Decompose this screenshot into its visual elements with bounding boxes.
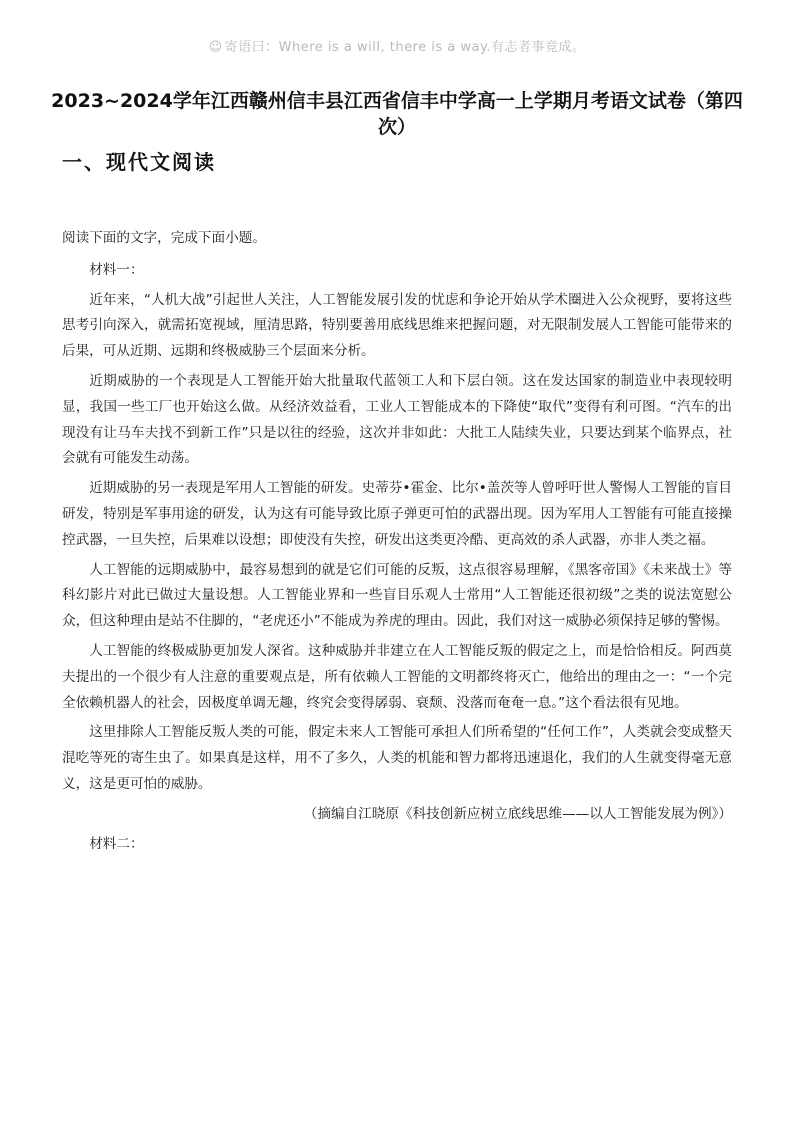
section-heading: 一、现代文阅读	[62, 150, 216, 174]
document-title: 2023~2024学年江西赣州信丰县江西省信丰中学高一上学期月考语文试卷（第四次）	[51, 90, 743, 138]
paragraph: 近年来，“人机大战”引起世人关注，人工智能发展引发的忧虑和争论开始从学术圈进入公众视野，要将这些思考引向深入，就需拓宽视域，厘清思路，特别要善用底线思维来把握问题，对无限制发展人工智能可能带来的后果，可从近期、远期和终极威胁三个层面来分析。	[62, 291, 732, 360]
paragraph: 人工智能的远期威胁中，最容易想到的就是它们可能的反叛，这点很容易理解，《黑客帝国》《未来战士》等科幻影片对此已做过大量设想。人工智能业界和一些盲目乐观人士常用“人工智能还很初级”之类的说法宽慰公众，但这种理由是站不住脚的，“老虎还小”不能成为养虎的理由。因此，我们对这一威胁必须保持足够的警惕。	[62, 561, 732, 630]
source-citation: （摘编自江晓原《科技创新应树立底线思维——以人工智能发展为例》）	[303, 805, 732, 822]
material-label: 材料二：	[89, 835, 144, 852]
paragraph: 这里排除人工智能反叛人类的可能，假定未来人工智能可承担人们所希望的“任何工作”，人类就会变成整天混吃等死的寄生虫了。如果真是这样，用不了多久，人类的机能和智力都将迅速退化，我们的人生就变得毫无意义，这是更可怕的威胁。	[62, 724, 732, 792]
reading-passage	[62, 226, 732, 861]
instruction-text: 阅读下面的文字，完成下面小题。	[62, 230, 266, 246]
paragraph: 人工智能的终极威胁更加发人深省。这种威胁并非建立在人工智能反叛的假定之上，而是恰恰相反。阿西莫夫提出的一个很少有人注意的重要观点是，所有依赖人工智能的文明都终将灭亡，他给出的理由之一：“一个完全依赖机器人的社会，因极度单调无趣，终究会变得孱弱、衰颓、没落而奄奄一息。”这个看法很有见地。	[62, 642, 732, 711]
paragraph: 近期威胁的另一表现是军用人工智能的研发。史蒂芬•霍金、比尔•盖茨等人曾呼吁世人警惕人工智能的盲目研发，特别是军事用途的研发，认为这有可能导致比原子弹更可怕的武器出现。因为军用人工智能有可能直接操控武器，一旦失控，后果难以设想；即使没有失控，研发出这类更冷酷、更高效的杀人武器，亦非人类之福。	[62, 480, 732, 548]
material-label: 材料一：	[89, 261, 144, 278]
paragraph: 近期威胁的一个表现是人工智能开始大批量取代蓝领工人和下层白领。这在发达国家的制造业中表现较明显，我国一些工厂也开始这么做。从经济效益看，工业人工智能成本的下降使“取代”变得有利可图。“汽车的出现没有让马车夫找不到新工作”只是以往的经验，这次并非如此：大批工人陆续失业，只要达到某个临界点，社会就有可能发生动荡。	[62, 372, 732, 467]
motto-header	[0, 36, 794, 55]
smile-icon: ☺	[208, 40, 223, 55]
motto-text: 寄语曰：Where is a will, there is a way.有志者事竟成。	[224, 40, 586, 55]
